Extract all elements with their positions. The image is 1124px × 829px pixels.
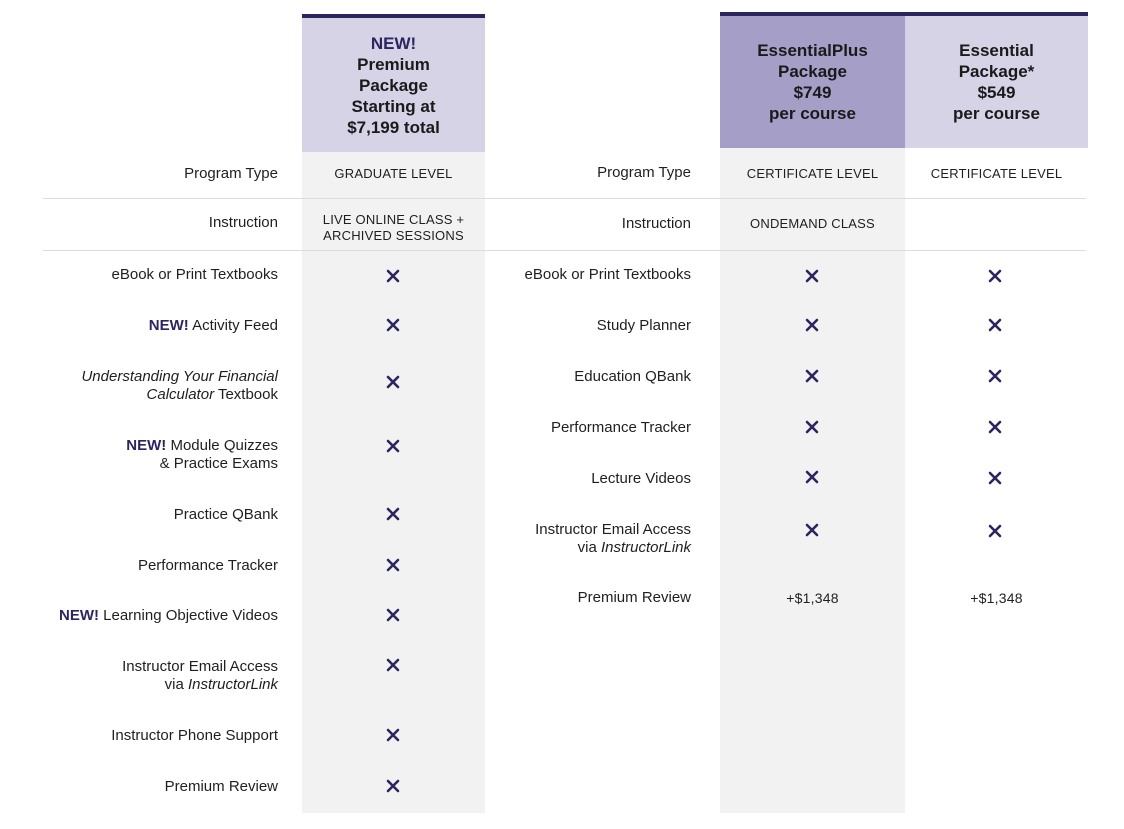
essential-header-line-1: Essential <box>959 41 1034 60</box>
premium-header-line-1: Premium <box>357 54 430 74</box>
feature-text: eBook or Print Textbooks <box>111 266 278 283</box>
included-x-icon <box>805 318 819 332</box>
premium-instruction-value <box>302 212 485 244</box>
included-x-icon <box>386 269 400 283</box>
feature-text: Premium Review <box>164 778 278 795</box>
essential-header-line-4: per course <box>953 104 1040 123</box>
included-x-icon <box>988 524 1002 538</box>
feature-label-practice-qbank <box>40 506 278 524</box>
included-x-icon <box>988 369 1002 383</box>
feature-text: Instructor Email Access <box>535 521 691 538</box>
essential-plus-header-line-4: per course <box>769 104 856 123</box>
essential-plus-header-line-2: Package <box>778 62 847 81</box>
feature-text: Performance Tracker <box>137 557 278 574</box>
new-badge: NEW! <box>58 607 99 624</box>
included-x-icon <box>386 439 400 453</box>
essential-header-line-2: Package* <box>958 62 1035 81</box>
included-x-icon <box>386 658 400 672</box>
essential-plus-program-type-value: CERTIFICATE LEVEL <box>746 166 879 181</box>
included-x-icon <box>805 420 819 434</box>
premium-instruction-label: Instruction <box>208 214 278 231</box>
included-x-icon <box>386 558 400 572</box>
included-x-icon <box>386 318 400 332</box>
included-x-icon <box>805 369 819 383</box>
premium-header-line-3: Starting at <box>351 96 436 116</box>
feature-label-instructor-email <box>40 658 278 694</box>
right-feature-performance-tracker: Performance Tracker <box>550 419 691 436</box>
essential-plus-premium-review-price: +$1,348 <box>786 590 839 606</box>
premium-new-badge: NEW! <box>370 33 417 53</box>
feature-text: Learning Objective Videos <box>98 607 278 624</box>
new-badge: NEW! <box>148 317 189 334</box>
right-feature-instructor-email <box>490 521 691 557</box>
feature-label-learning-objective-videos <box>30 607 278 625</box>
feature-text: Instructor Email Access <box>122 658 278 675</box>
included-x-icon <box>386 779 400 793</box>
included-x-icon <box>386 375 400 389</box>
right-feature-lecture-videos: Lecture Videos <box>591 470 691 487</box>
included-x-icon <box>805 523 819 537</box>
right-instruction-label: Instruction <box>621 215 691 232</box>
right-program-type-label: Program Type <box>597 164 691 181</box>
feature-text-line-2: & Practice Exams <box>159 455 278 472</box>
feature-text-prefix: via <box>577 539 601 556</box>
essential-premium-review-price: +$1,348 <box>970 590 1023 606</box>
premium-column-bg <box>302 152 485 813</box>
feature-text-prefix: via <box>164 676 188 693</box>
essential-package-header <box>905 12 1088 148</box>
feature-label-premium-review <box>40 778 278 796</box>
row-divider <box>43 250 1086 251</box>
feature-label-financial-calculator <box>40 368 278 404</box>
new-badge: NEW! <box>126 437 167 454</box>
essential-plus-instruction-value: ONDEMAND CLASS <box>750 216 875 231</box>
row-divider <box>43 198 1086 199</box>
right-feature-education-qbank: Education QBank <box>574 368 691 385</box>
feature-text: Module Quizzes <box>166 437 278 454</box>
essential-program-type-value: CERTIFICATE LEVEL <box>930 166 1063 181</box>
feature-label-instructor-phone <box>40 727 278 745</box>
included-x-icon <box>988 318 1002 332</box>
feature-label-performance-tracker <box>40 557 278 575</box>
feature-text-italic: InstructorLink <box>187 676 278 693</box>
feature-label-module-quizzes <box>40 437 278 473</box>
premium-header-line-4: $7,199 total <box>347 117 440 137</box>
premium-program-type-value: GRADUATE LEVEL <box>334 166 453 181</box>
right-feature-premium-review: Premium Review <box>577 589 691 606</box>
included-x-icon <box>386 728 400 742</box>
feature-label-activity-feed <box>40 317 278 335</box>
included-x-icon <box>386 507 400 521</box>
premium-instruction-line-1: LIVE ONLINE CLASS + <box>322 212 465 227</box>
included-x-icon <box>988 471 1002 485</box>
feature-text: Activity Feed <box>188 317 278 334</box>
included-x-icon <box>805 470 819 484</box>
premium-instruction-line-2: ARCHIVED SESSIONS <box>323 228 464 243</box>
included-x-icon <box>988 420 1002 434</box>
essential-header-line-3: $549 <box>977 83 1016 102</box>
feature-text: Textbook <box>214 386 278 403</box>
essential-plus-header-line-1: EssentialPlus <box>757 41 868 60</box>
feature-label-ebook <box>40 266 278 284</box>
feature-text-italic: Calculator <box>146 386 215 403</box>
essential-plus-package-header <box>720 12 905 148</box>
right-feature-study-planner: Study Planner <box>596 317 691 334</box>
premium-header-line-2: Package <box>359 75 428 95</box>
feature-text-italic: Understanding Your Financial <box>81 368 278 385</box>
premium-program-type-label: Program Type <box>184 165 278 182</box>
essential-plus-header-line-3: $749 <box>793 83 832 102</box>
right-feature-ebook: eBook or Print Textbooks <box>524 266 691 283</box>
feature-text: Instructor Phone Support <box>111 727 278 744</box>
feature-text: Practice QBank <box>173 506 278 523</box>
included-x-icon <box>386 608 400 622</box>
included-x-icon <box>988 269 1002 283</box>
included-x-icon <box>805 269 819 283</box>
premium-package-header <box>302 14 485 152</box>
feature-text-italic: InstructorLink <box>600 539 691 556</box>
